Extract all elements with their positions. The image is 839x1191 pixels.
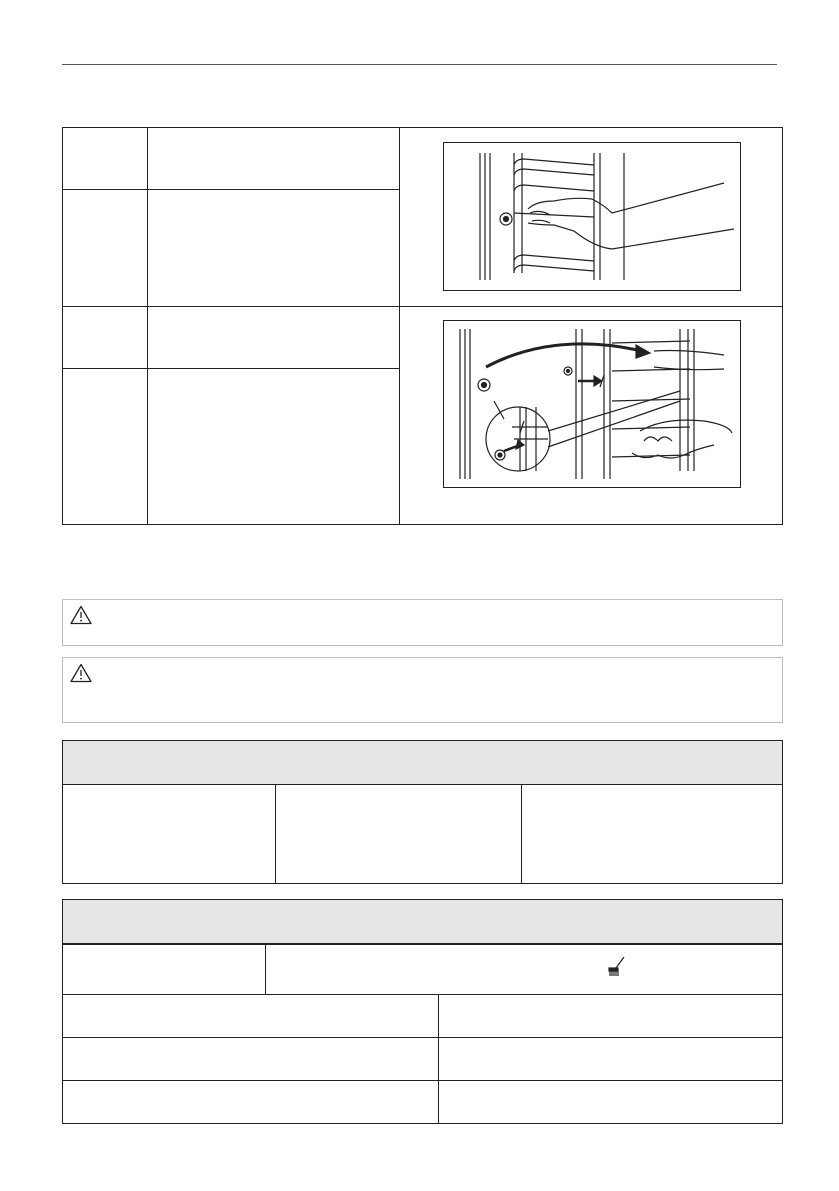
table-2-row1-divider — [265, 943, 266, 994]
cleaning-table-1 — [62, 740, 783, 884]
shelf-support-install-illustration — [443, 320, 741, 488]
table-2-row-line-2 — [63, 1037, 782, 1038]
table-2-row-line-1 — [63, 994, 782, 995]
cleaning-table-2-header — [63, 900, 782, 945]
warning-box-2 — [62, 657, 783, 723]
top-rule — [62, 64, 777, 65]
table-2-row-line-3 — [63, 1080, 782, 1081]
steps-col-divider-2 — [399, 128, 400, 524]
warning-triangle-icon — [70, 605, 92, 625]
table-2-col-divider — [438, 994, 439, 1123]
steps-row-divider-3 — [63, 368, 399, 369]
steps-row-divider-1 — [63, 189, 399, 190]
shelf-support-steps-table — [62, 127, 783, 525]
table-1-col-divider-1 — [275, 784, 276, 883]
cleaning-table-2 — [62, 899, 783, 1124]
table-1-col-divider-2 — [521, 784, 522, 883]
warning-box-1 — [62, 599, 783, 646]
steps-col-divider-1 — [147, 128, 148, 524]
warning-triangle-icon — [70, 663, 92, 683]
cleaning-table-1-header — [63, 741, 782, 785]
brush-icon — [605, 955, 627, 979]
steps-row-divider-2 — [63, 306, 782, 307]
shelf-support-removal-illustration — [443, 142, 741, 291]
